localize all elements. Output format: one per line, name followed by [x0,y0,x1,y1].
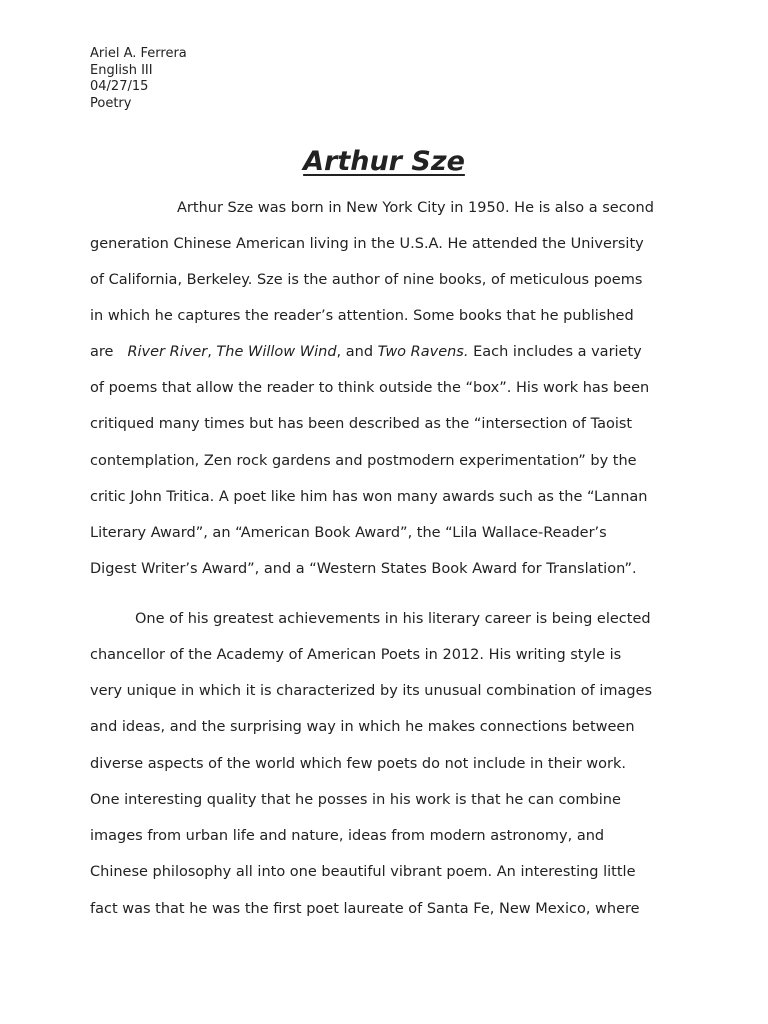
paragraph2-line9: fact was that he was the first poet laureate of Santa Fe, New Mexico, where [90,901,640,917]
paragraph2-line3: very unique in which it is characterized by its unusual combination of images [90,683,653,699]
paragraph1-line5: are River River, The Willow Wind, and Two Ravens. Each includes a variety [90,344,642,360]
subject: Poetry [90,95,132,111]
paragraph2-line6: One interesting quality that he posses in his work is that he can combine [90,792,621,808]
paragraph1-line2: generation Chinese American living in the U.S.A. He attended the University [90,236,644,252]
paragraph2-line5: diverse aspects of the world which few poets do not include in their work. [90,756,626,772]
paragraph1-line6: of poems that allow the reader to think outside the “box”. His work has been [90,380,650,396]
paragraph2-line4: and ideas, and the surprising way in which he makes connections between [90,719,635,735]
header-block [90,46,187,112]
paragraph2-line1: One of his greatest achievements in his literary career is being elected [135,611,651,627]
date: 04/27/15 [90,79,149,94]
paragraph1-line7: critiqued many times but has been described as the “intersection of Taoist [90,416,633,432]
paragraph1-line9: critic John Tritica. A poet like him has won many awards such as the “Lannan [90,489,648,505]
paragraph1-line4: in which he captures the reader’s attention. Some books that he published [90,308,634,324]
paragraph1-line11: Digest Writer’s Award”, and a “Western States Book Award for Translation”. [90,561,637,577]
author-name: Ariel A. Ferrera [90,46,187,61]
book-title-willow-wind: The Willow Wind [216,344,337,360]
book-title-river-river: River River [127,344,208,360]
book-title-two-ravens: Two Ravens. [377,344,469,360]
paragraph1-line10: Literary Award”, an “American Book Award”, the “Lila Wallace-Reader’s [90,525,607,541]
paragraph2-line2: chancellor of the Academy of American Poets in 2012. His writing style is [90,647,622,663]
course-name: English III [90,62,153,78]
line5-prefix: are [90,344,114,360]
paragraph1-line1: Arthur Sze was born in New York City in 1950. He is also a second [177,200,654,216]
paragraph1-line3: of California, Berkeley. Sze is the author of nine books, of meticulous poems [90,272,643,288]
paragraph1-line8: contemplation, Zen rock gardens and postmodern experimentation” by the [90,453,637,469]
document-title: Arthur Sze [303,146,465,177]
paragraph2-line8: Chinese philosophy all into one beautiful vibrant poem. An interesting little [90,864,636,880]
paragraph2-line7: images from urban life and nature, ideas from modern astronomy, and [90,828,605,844]
